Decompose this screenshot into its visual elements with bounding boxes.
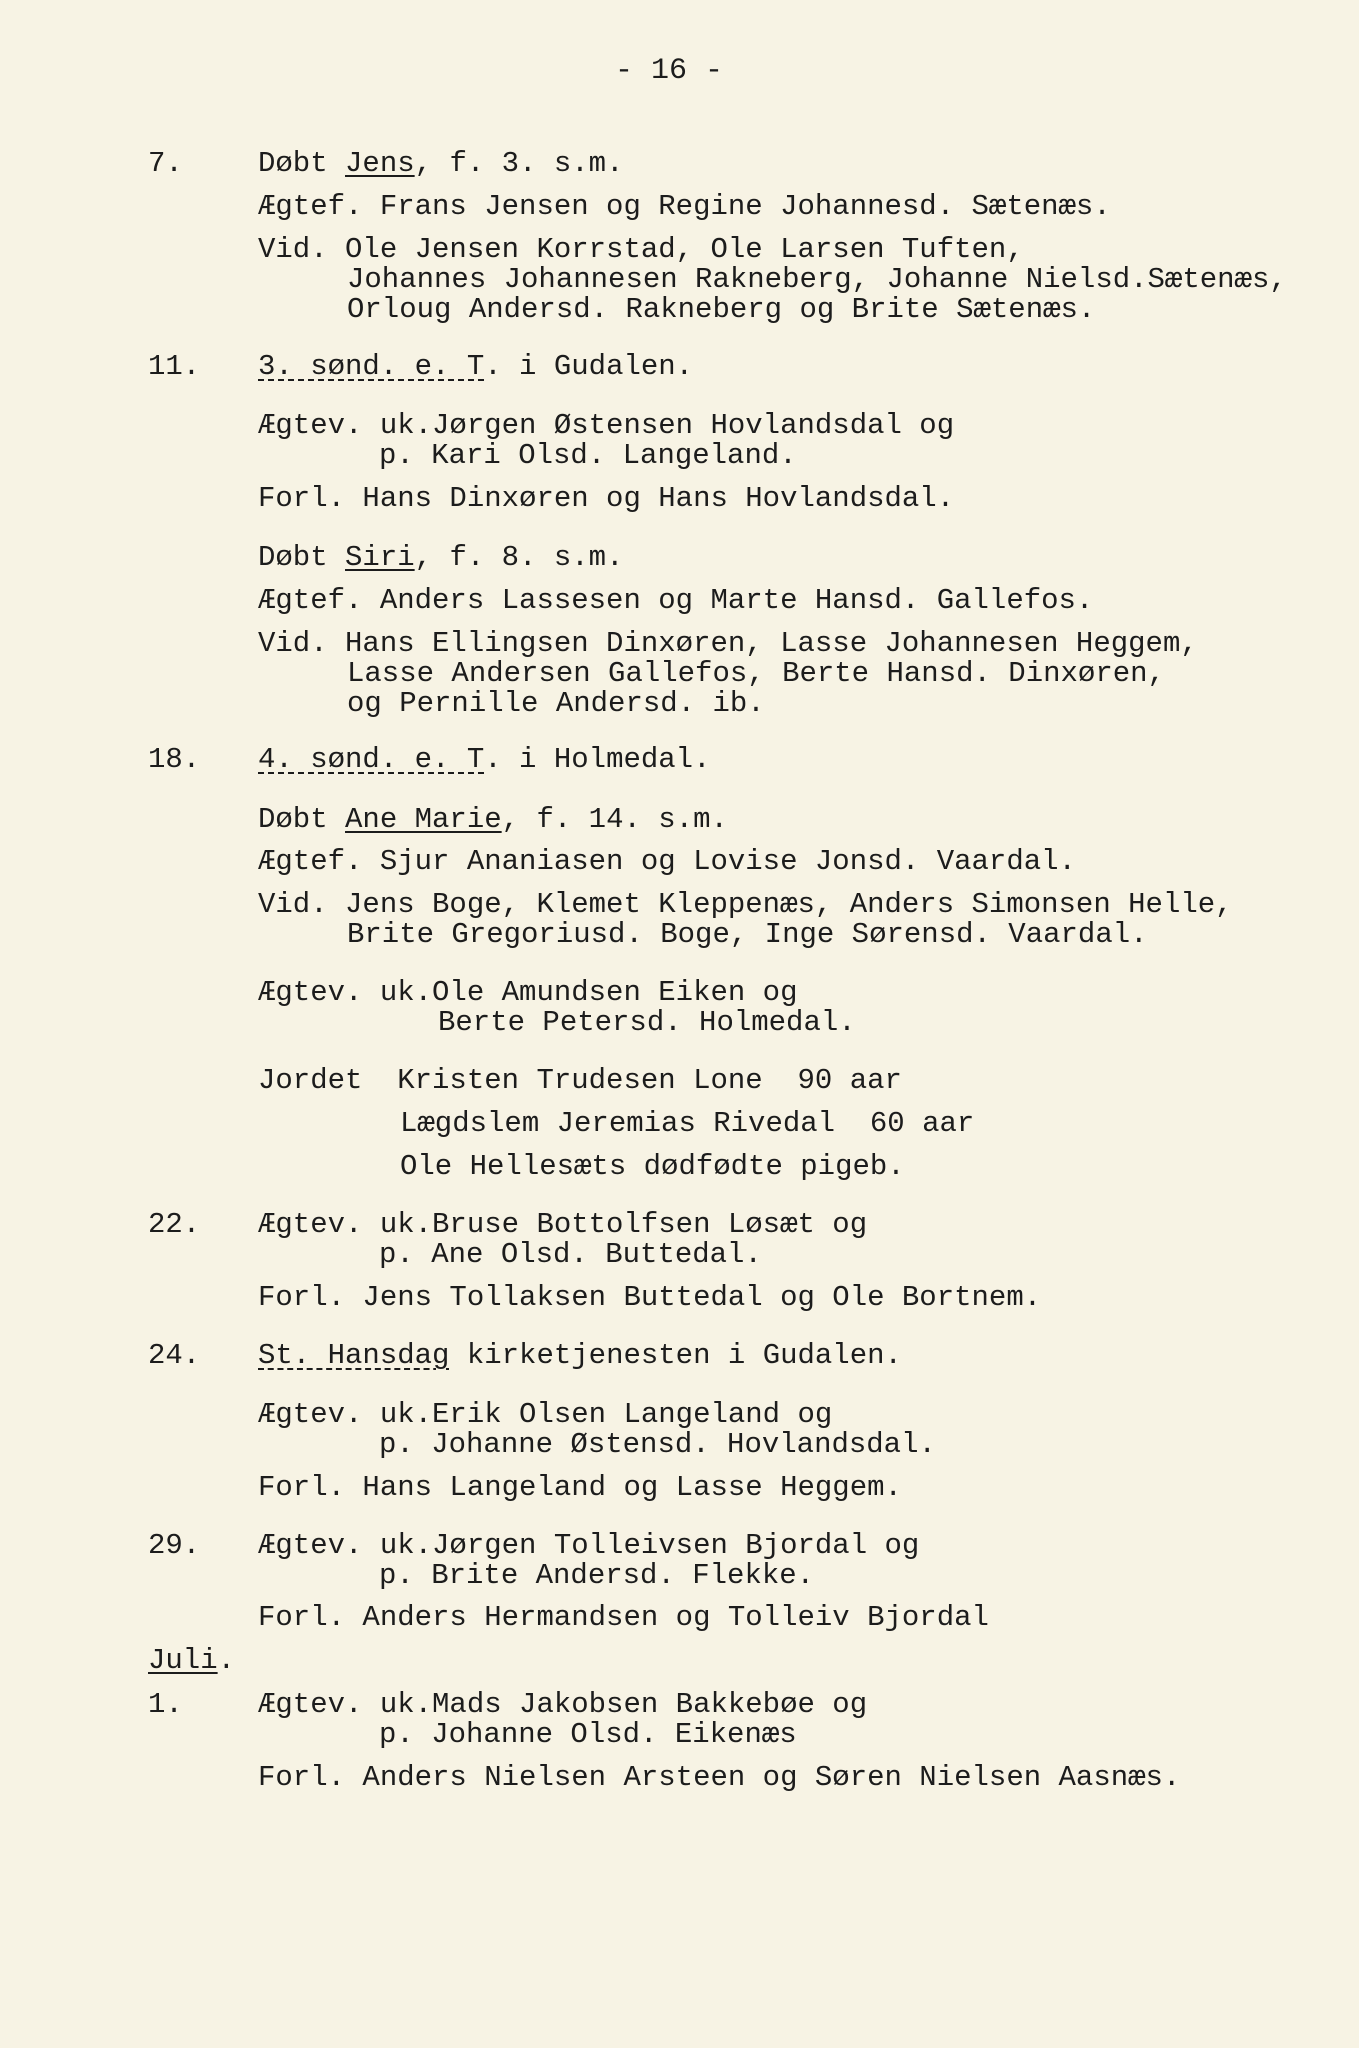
line-text: Døbt	[258, 803, 346, 836]
line-text: Ægtef. Sjur Ananiasen og Lovise Jonsd. Vaardal.	[258, 845, 1076, 878]
line-text: Døbt	[258, 541, 346, 574]
entry-date	[148, 1644, 235, 1678]
line-text: Lasse Andersen Gallefos, Berte Hansd. Dinxøren,	[347, 657, 1165, 690]
text-line	[347, 293, 1095, 327]
text-line	[258, 1398, 832, 1432]
text-line	[258, 350, 693, 384]
line-text: , f. 8. s.m.	[414, 541, 624, 574]
line-text: og Pernille Andersd. ib.	[347, 687, 765, 720]
entry-date-text: 29.	[148, 1529, 201, 1562]
line-text: Døbt	[258, 147, 346, 180]
entry-date	[148, 350, 200, 384]
text-line	[258, 743, 711, 777]
line-text: Ole Hellesæts dødfødte pigeb.	[400, 1150, 905, 1183]
line-text: Forl. Hans Dinxøren og Hans Hovlandsdal.	[258, 482, 955, 515]
text-line	[347, 687, 765, 721]
page-number: - 16 -	[615, 54, 724, 88]
line-text: , f. 14. s.m.	[501, 803, 728, 836]
text-line	[258, 976, 798, 1010]
text-line	[258, 1688, 867, 1722]
line-text: Orloug Andersd. Rakneberg og Brite Sætenæs.	[347, 293, 1096, 326]
line-text: . i Gudalen.	[484, 350, 694, 383]
text-line	[258, 482, 954, 516]
entry-date	[148, 1208, 200, 1242]
entry-date-text: 11.	[148, 350, 201, 383]
line-text: Lægdslem Jeremias Rivedal 60 aar	[400, 1107, 975, 1140]
entry-date	[148, 1529, 200, 1563]
entry-date-text: 18.	[148, 743, 201, 776]
text-line	[258, 584, 1093, 618]
underlined-name: Siri	[345, 541, 415, 574]
text-line	[258, 1064, 902, 1098]
line-text: Johannes Johannesen Rakneberg, Johanne Nielsd.Sætenæs,	[347, 263, 1287, 296]
line-text: kirketjenesten i Gudalen.	[449, 1339, 902, 1372]
line-text: Ægtev. uk.Mads Jakobsen Bakkebøe og	[258, 1688, 868, 1721]
text-line	[258, 233, 1024, 267]
line-text: p. Johanne Østensd. Hovlandsdal.	[379, 1428, 936, 1461]
text-line	[258, 147, 623, 181]
text-line	[347, 918, 1148, 952]
text-line	[258, 1529, 919, 1563]
text-line	[258, 1761, 1180, 1795]
entry-date	[148, 743, 200, 777]
underlined-name: Ane Marie	[345, 803, 502, 836]
line-text: . i Holmedal.	[484, 743, 711, 776]
text-line	[258, 409, 954, 443]
line-text: , f. 3. s.m.	[414, 147, 624, 180]
line-text: Ægtev. uk.Erik Olsen Langeland og	[258, 1398, 833, 1431]
entry-date-text: 1.	[148, 1688, 183, 1721]
text-line	[258, 1339, 902, 1373]
line-text: Ægtev. uk.Jørgen Østensen Hovlandsdal og	[258, 409, 955, 442]
text-line	[258, 803, 728, 837]
line-text: p. Kari Olsd. Langeland.	[379, 439, 797, 472]
entry-date-text: 22.	[148, 1208, 201, 1241]
text-line	[347, 263, 1287, 297]
line-text: p. Brite Andersd. Flekke.	[379, 1559, 815, 1592]
line-text: Vid. Hans Ellingsen Dinxøren, Lasse Johannesen Heggem,	[258, 627, 1198, 660]
text-line	[258, 888, 1233, 922]
underlined-name: 4. sønd. e. T	[258, 743, 485, 776]
line-text: Ægtev. uk.Jørgen Tolleivsen Bjordal og	[258, 1529, 920, 1562]
line-text: Ægtef. Frans Jensen og Regine Johannesd. Sætenæs.	[258, 190, 1111, 223]
entry-date-text: 24.	[148, 1339, 201, 1372]
text-line	[347, 657, 1165, 691]
line-text: Ægtef. Anders Lassesen og Marte Hansd. Gallefos.	[258, 584, 1094, 617]
text-line	[400, 1150, 905, 1184]
line-text: Vid. Ole Jensen Korrstad, Ole Larsen Tuften,	[258, 233, 1024, 266]
text-line	[400, 1107, 974, 1141]
underlined-name: Jens	[345, 147, 415, 180]
text-line	[258, 1208, 867, 1242]
line-text: Ægtev. uk.Ole Amundsen Eiken og	[258, 976, 798, 1009]
entry-date-suffix: .	[217, 1644, 236, 1677]
line-text: Forl. Hans Langeland og Lasse Heggem.	[258, 1471, 902, 1504]
text-line	[258, 1471, 902, 1505]
entry-date	[148, 1339, 200, 1373]
line-text: p. Ane Olsd. Buttedal.	[379, 1238, 762, 1271]
entry-date	[148, 147, 183, 181]
line-text: Ægtev. uk.Bruse Bottolfsen Løsæt og	[258, 1208, 868, 1241]
line-text: Brite Gregoriusd. Boge, Inge Sørensd. Vaardal.	[347, 918, 1148, 951]
text-line	[379, 1559, 814, 1593]
entry-date-text: Juli	[148, 1644, 218, 1677]
line-text: Jordet Kristen Trudesen Lone 90 aar	[258, 1064, 902, 1097]
text-line	[258, 190, 1111, 224]
underlined-name: 3. sønd. e. T	[258, 350, 485, 383]
text-line	[379, 1428, 936, 1462]
entry-date	[148, 1688, 183, 1722]
text-line	[438, 1006, 856, 1040]
text-line	[258, 845, 1076, 879]
underlined-name: St. Hansdag	[258, 1339, 450, 1372]
line-text: p. Johanne Olsd. Eikenæs	[379, 1718, 797, 1751]
text-line	[379, 1718, 797, 1752]
line-text: Berte Petersd. Holmedal.	[438, 1006, 856, 1039]
line-text: Forl. Anders Hermandsen og Tolleiv Bjordal	[258, 1601, 989, 1634]
line-text: Forl. Anders Nielsen Arsteen og Søren Nielsen Aasnæs.	[258, 1761, 1181, 1794]
text-line	[258, 541, 623, 575]
text-line	[379, 439, 797, 473]
text-line	[379, 1238, 762, 1272]
text-line	[258, 1601, 989, 1635]
entry-date-text: 7.	[148, 147, 183, 180]
text-line	[258, 627, 1198, 661]
line-text: Forl. Jens Tollaksen Buttedal og Ole Bortnem.	[258, 1281, 1042, 1314]
line-text: Vid. Jens Boge, Klemet Kleppenæs, Anders Simonsen Helle,	[258, 888, 1233, 921]
text-line	[258, 1281, 1041, 1315]
